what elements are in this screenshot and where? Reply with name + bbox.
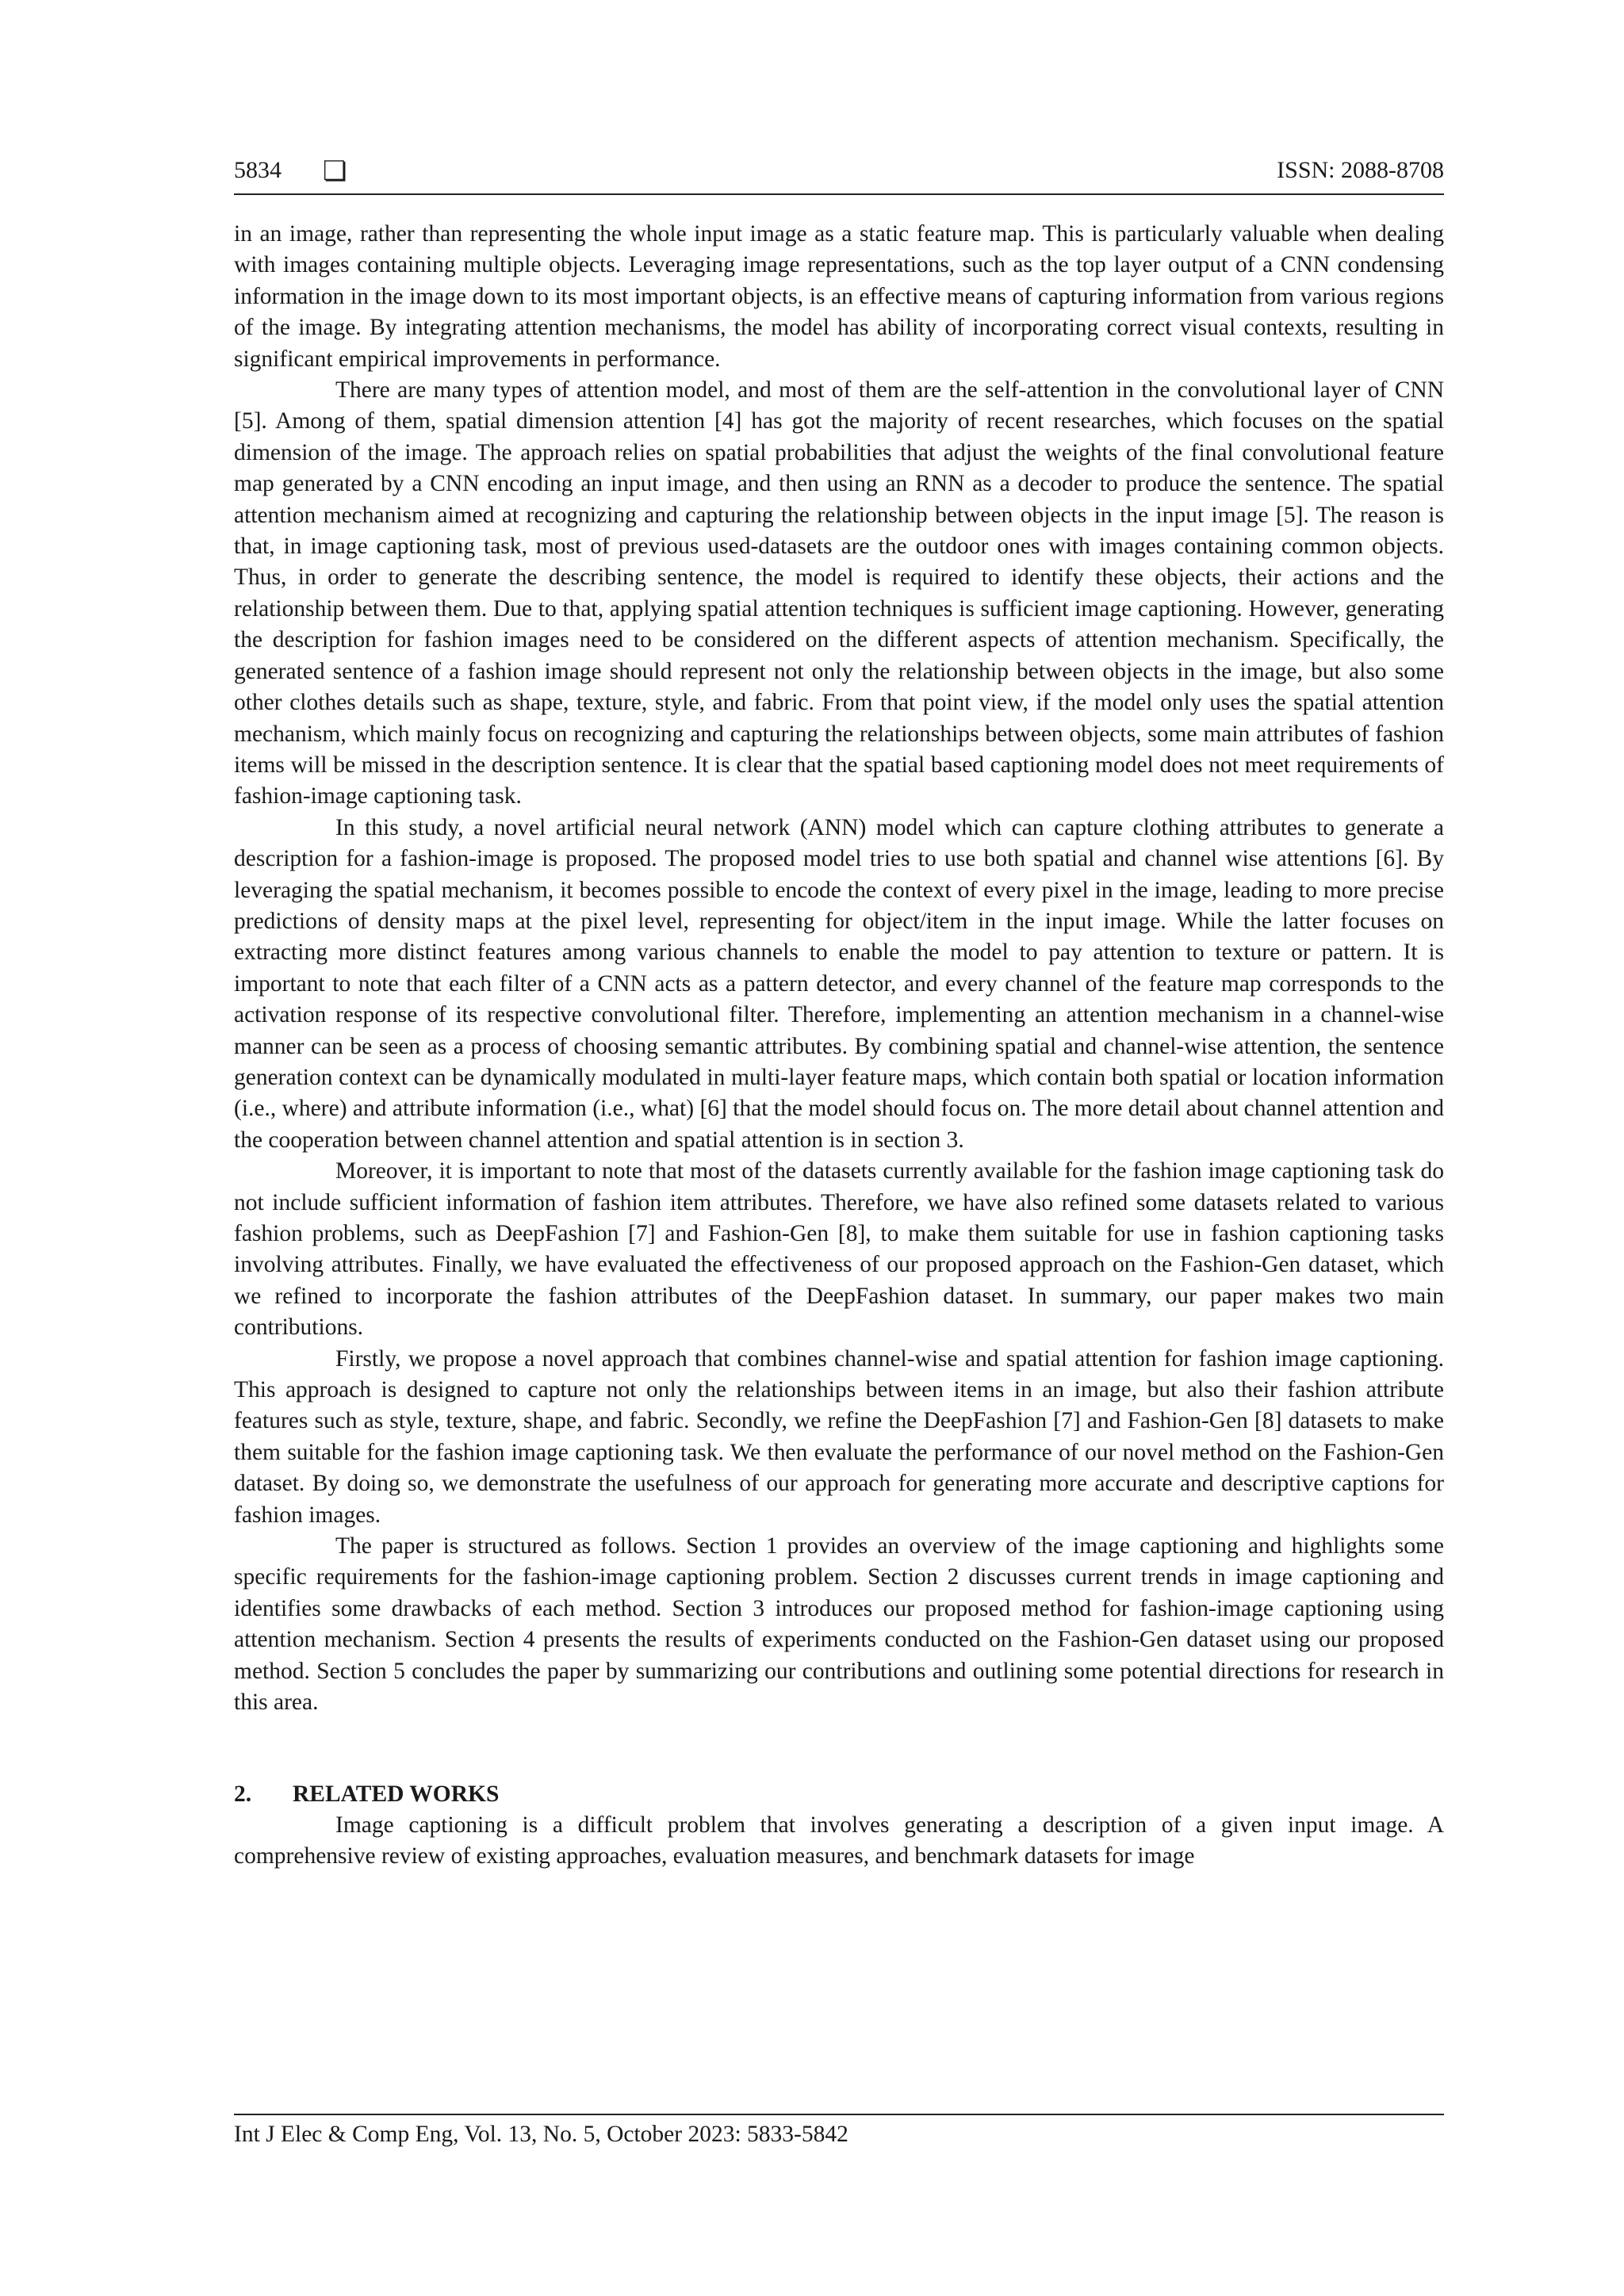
section-title: RELATED WORKS bbox=[293, 1781, 500, 1807]
paragraph-2: There are many types of attention model, and most of them are the self-attention in the convolutional layer of CNN [5]. Among of them, spatial dimension attention [4] has got the majority of recent researches, which focuses on the spatial dimension of the image. The approach relies on spatial probabilities that adjust the weights of the final convolutional feature map generated by a CNN encoding an input image, and then using an RNN as a decoder to produce the sentence. The spatial attention mechanism aimed at recognizing and capturing the relationship between objects in the input image [5]. The reason is that, in image captioning task, most of previous used-datasets are the outdoor ones with images containing common objects. Thus, in order to generate the describing sentence, the model is required to identify these objects, their actions and the relationship between them. Due to that, applying spatial attention techniques is sufficient image captioning. However, generating the description for fashion images need to be considered on the different aspects of attention mechanism. Specifically, the generated sentence of a fashion image should represent not only the relationship between objects in the image, but also some other clothes details such as shape, texture, style, and fabric. From that point view, if the model only uses the spatial attention mechanism, which mainly focus on recognizing and capturing the relationships between objects, some main attributes of fashion items will be missed in the description sentence. It is clear that the spatial based captioning model does not meet requirements of fashion-image captioning task. bbox=[234, 377, 1444, 809]
paragraph-1: in an image, rather than representing the whole input image as a static feature map. This is particularly valuable when dealing with images containing multiple objects. Leveraging image representations, such as the top layer output of a CNN condensing information in the image down to its most important objects, is an effective means of capturing information from various regions of the image. By integrating attention mechanisms, the model has ability of incorporating correct visual contexts, resulting in significant empirical improvements in performance. bbox=[234, 221, 1444, 372]
paragraph-3: In this study, a novel artificial neural network (ANN) model which can capture clothing attributes to generate a description for a fashion-image is proposed. The proposed model tries to use both spatial and channel wise attentions [6]. By leveraging the spatial mechanism, it becomes possible to encode the context of every pixel in the image, leading to more precise predictions of density maps at the pixel level, representing for object/item in the input image. While the latter focuses on extracting more distinct features among various channels to enable the model to pay attention to texture or pattern. It is important to note that each filter of a CNN acts as a pattern detector, and every channel of the feature map corresponds to the activation response of its respective convolutional filter. Therefore, implementing an attention mechanism in a channel-wise manner can be seen as a process of choosing semantic attributes. By combining spatial and channel-wise attention, the sentence generation context can be dynamically modulated in multi-layer feature maps, which contain both spatial or location information (i.e., where) and attribute information (i.e., what) [6] that the model should focus on. The more detail about channel attention and the cooperation between channel attention and spatial attention is in section 3. bbox=[234, 814, 1444, 1153]
page bbox=[234, 0, 1444, 2296]
page-footer bbox=[234, 2114, 1444, 2148]
paragraph-4: Moreover, it is important to note that most of the datasets currently available for the fashion image captioning task do not include sufficient information of fashion item attributes. Therefore, we have also refined some datasets related to various fashion problems, such as DeepFashion [7] and Fashion-Gen [8], to make them suitable for use in fashion captioning tasks involving attributes. Finally, we have evaluated the effectiveness of our proposed approach on the Fashion-Gen dataset, which we refined to incorporate the fashion attributes of the DeepFashion dataset. In summary, our paper makes two main contributions. bbox=[234, 1158, 1444, 1341]
issn-label: ISSN: 2088-8708 bbox=[1277, 157, 1444, 183]
page-number: 5834 bbox=[234, 157, 282, 183]
journal-citation: Int J Elec & Comp Eng, Vol. 13, No. 5, October 2023: 5833-5842 bbox=[234, 2122, 848, 2147]
page-header bbox=[234, 155, 1444, 195]
body-text bbox=[234, 219, 1444, 1873]
section-paragraph: Image captioning is a difficult problem that involves generating a description of a given input image. A comprehensive review of existing approaches, evaluation measures, and benchmark datasets for image bbox=[234, 1812, 1444, 1869]
box-icon: ❏ bbox=[323, 157, 347, 186]
section-number: 2. bbox=[234, 1781, 252, 1807]
section-heading bbox=[234, 1779, 1444, 1810]
paragraph-6: The paper is structured as follows. Section 1 provides an overview of the image captioning and highlights some specific requirements for the fashion-image captioning problem. Section 2 discusses current trends in image captioning and identifies some drawbacks of each method. Section 3 introduces our proposed method for fashion-image captioning using attention mechanism. Section 4 presents the results of experiments conducted on the Fashion-Gen dataset using our proposed method. Section 5 concludes the paper by summarizing our contributions and outlining some potential directions for research in this area. bbox=[234, 1533, 1444, 1716]
paragraph-5: Firstly, we propose a novel approach that combines channel-wise and spatial attention for fashion image captioning. This approach is designed to capture not only the relationships between items in an image, but also their fashion attribute features such as style, texture, shape, and fabric. Secondly, we refine the DeepFashion [7] and Fashion-Gen [8] datasets to make them suitable for the fashion image captioning task. We then evaluate the performance of our novel method on the Fashion-Gen dataset. By doing so, we demonstrate the usefulness of our approach for generating more accurate and descriptive captions for fashion images. bbox=[234, 1345, 1444, 1528]
